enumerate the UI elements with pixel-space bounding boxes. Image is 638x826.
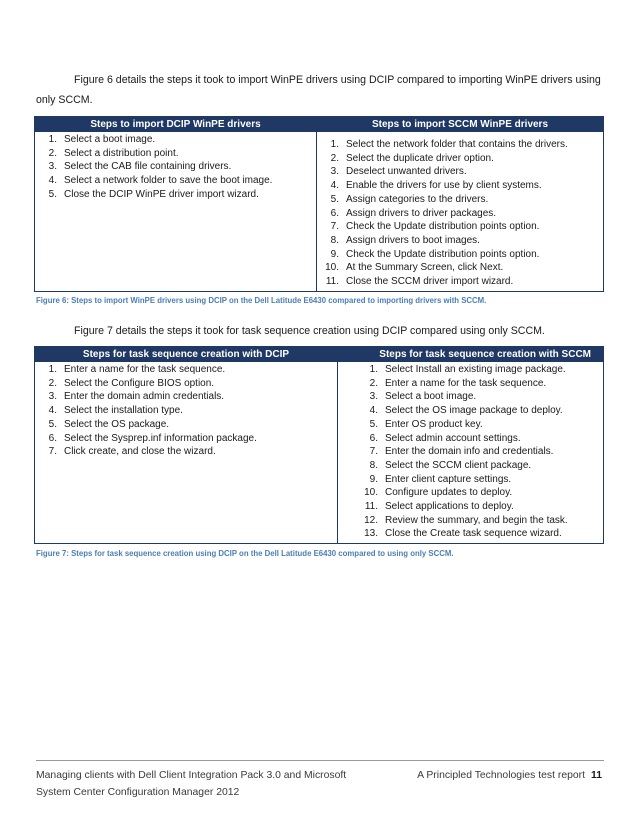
step-item (39, 160, 312, 174)
step-item (360, 500, 599, 514)
step-text: Enable the drivers for use by client systems. (346, 180, 542, 192)
figure7-intro-paragraph: Figure 7 details the steps it took for task sequence creation using DCIP compared using only SCCM. (74, 325, 545, 337)
step-number: 4. (48, 405, 57, 417)
figure6-caption: Figure 6: Steps to import WinPE drivers using DCIP on the Dell Latitude E6430 compared to importing drivers with SCCM. (36, 296, 487, 305)
step-item (39, 432, 333, 446)
step-number: 1. (330, 139, 339, 150)
footer-divider (36, 760, 604, 761)
step-number: 3. (330, 166, 339, 178)
step-number: 12. (364, 514, 378, 526)
step-item (321, 207, 599, 221)
step-item (39, 390, 333, 404)
table1-header-dcip: Steps to import DCIP WinPE drivers (35, 117, 317, 132)
step-number: 3. (48, 391, 57, 403)
step-number: 8. (330, 234, 339, 246)
table2-sccm-steps-list (360, 363, 599, 541)
dcip-vs-sccm-winpe-drivers-table (34, 116, 604, 292)
step-number: 10. (364, 487, 378, 499)
step-text: Select Install an existing image package. (385, 364, 566, 375)
step-text: Assign categories to the drivers. (346, 193, 489, 205)
step-item (321, 152, 599, 166)
step-item (360, 486, 599, 500)
step-item (360, 363, 599, 377)
step-text: Select a network folder to save the boot image. (64, 175, 273, 187)
step-item (321, 275, 599, 289)
step-number: 2. (48, 147, 57, 159)
step-text: Select applications to deploy. (385, 501, 514, 513)
step-number: 1. (48, 364, 57, 375)
step-number: 2. (369, 377, 378, 389)
table1-dcip-steps-cell (35, 132, 317, 292)
step-number: 6. (48, 432, 57, 444)
table1-dcip-steps-list (39, 133, 312, 202)
step-item (360, 404, 599, 418)
step-number: 11. (364, 501, 378, 513)
task-sequence-creation-table (34, 346, 604, 544)
table1-header-sccm: Steps to import SCCM WinPE drivers (317, 117, 604, 132)
step-number: 7. (330, 221, 339, 233)
step-item (39, 133, 312, 147)
step-text: Enter client capture settings. (385, 473, 512, 485)
step-text: Check the Update distribution points option. (346, 221, 540, 233)
step-number: 4. (330, 180, 339, 192)
step-text: Select the OS package. (64, 418, 170, 430)
step-item (39, 147, 312, 161)
figure7-caption: Figure 7: Steps for task sequence creation using DCIP on the Dell Latitude E6430 compared to using only SCCM. (36, 549, 454, 558)
step-text: Enter the domain info and credentials. (385, 446, 554, 458)
step-item (39, 404, 333, 418)
footer-publisher-text: A Principled Technologies test report (417, 770, 586, 781)
step-text: Select admin account settings. (385, 432, 521, 444)
step-item (39, 418, 333, 432)
step-text: Select the OS image package to deploy. (385, 405, 563, 417)
step-number: 6. (369, 432, 378, 444)
step-text: Enter a name for the task sequence. (385, 377, 547, 389)
table2-sccm-steps-cell (338, 362, 604, 544)
step-text: Click create, and close the wizard. (64, 446, 216, 458)
step-number: 5. (369, 418, 378, 430)
step-item (321, 234, 599, 248)
step-number: 7. (369, 446, 378, 458)
step-number: 9. (369, 473, 378, 485)
step-text: Enter OS product key. (385, 418, 483, 430)
step-number: 8. (369, 459, 378, 471)
step-number: 5. (48, 188, 57, 200)
footer-title-line2: System Center Configuration Manager 2012 (36, 787, 240, 798)
step-item (39, 377, 333, 391)
step-text: Select a distribution point. (64, 147, 179, 159)
step-text: At the Summary Screen, click Next. (346, 262, 504, 274)
step-item (360, 527, 599, 541)
step-text: Select a boot image. (385, 391, 477, 403)
step-item (360, 377, 599, 391)
step-text: Select a boot image. (64, 134, 156, 145)
step-text: Select the SCCM client package. (385, 459, 532, 471)
table2-dcip-steps-list (39, 363, 333, 459)
table1-sccm-steps-cell (317, 132, 604, 292)
step-text: Select the duplicate driver option. (346, 152, 494, 164)
step-text: Check the Update distribution points option. (346, 248, 540, 260)
table2-header-dcip: Steps for task sequence creation with DCIP (35, 347, 338, 362)
step-text: Select the Sysprep.inf information package. (64, 432, 257, 444)
step-text: Configure updates to deploy. (385, 487, 513, 499)
step-item (321, 220, 599, 234)
step-text: Select the network folder that contains the drivers. (346, 139, 568, 150)
step-item (360, 390, 599, 404)
step-text: Select the installation type. (64, 405, 183, 417)
step-number: 5. (330, 193, 339, 205)
step-number: 1. (48, 134, 57, 145)
page-number: 11 (591, 770, 602, 781)
table2-header-sccm: Steps for task sequence creation with SCCM (338, 347, 604, 362)
step-text: Close the SCCM driver import wizard. (346, 276, 514, 288)
step-item (360, 459, 599, 473)
step-number: 1. (369, 364, 378, 375)
step-number: 5. (48, 418, 57, 430)
footer-title-line1: Managing clients with Dell Client Integration Pack 3.0 and Microsoft (36, 770, 347, 781)
table2-dcip-steps-cell (35, 362, 338, 544)
step-text: Assign drivers to boot images. (346, 234, 480, 246)
figure6-intro-paragraph: Figure 6 details the steps it took to import WinPE drivers using DCIP compared to importing WinPE drivers using only SCCM. (36, 74, 601, 106)
step-item (321, 179, 599, 193)
step-number: 4. (369, 405, 378, 417)
step-text: Select the CAB file containing drivers. (64, 161, 232, 173)
step-item (360, 473, 599, 487)
step-item (39, 174, 312, 188)
step-item (39, 188, 312, 202)
step-text: Enter a name for the task sequence. (64, 364, 226, 375)
step-number: 3. (369, 391, 378, 403)
step-number: 10. (325, 262, 339, 274)
step-number: 6. (330, 207, 339, 219)
footer-report-title (36, 767, 346, 801)
step-item (360, 418, 599, 432)
table1-sccm-steps-list (321, 138, 599, 289)
step-number: 9. (330, 248, 339, 260)
step-item (321, 193, 599, 207)
step-number: 4. (48, 175, 57, 187)
step-item (321, 138, 599, 152)
step-item (39, 363, 333, 377)
footer-publisher (417, 770, 602, 781)
step-item (360, 445, 599, 459)
step-number: 2. (330, 152, 339, 164)
step-number: 2. (48, 377, 57, 389)
step-text: Assign drivers to driver packages. (346, 207, 497, 219)
step-text: Review the summary, and begin the task. (385, 514, 568, 526)
step-item (321, 261, 599, 275)
step-item (39, 445, 333, 459)
step-text: Enter the domain admin credentials. (64, 391, 225, 403)
step-item (360, 514, 599, 528)
step-text: Close the DCIP WinPE driver import wizard. (64, 188, 259, 200)
step-item (321, 165, 599, 179)
step-item (321, 248, 599, 262)
step-text: Close the Create task sequence wizard. (385, 528, 562, 540)
step-text: Deselect unwanted drivers. (346, 166, 467, 178)
step-text: Select the Configure BIOS option. (64, 377, 215, 389)
step-number: 3. (48, 161, 57, 173)
step-number: 11. (325, 276, 339, 288)
step-number: 13. (364, 528, 378, 540)
step-number: 7. (48, 446, 57, 458)
step-item (360, 432, 599, 446)
